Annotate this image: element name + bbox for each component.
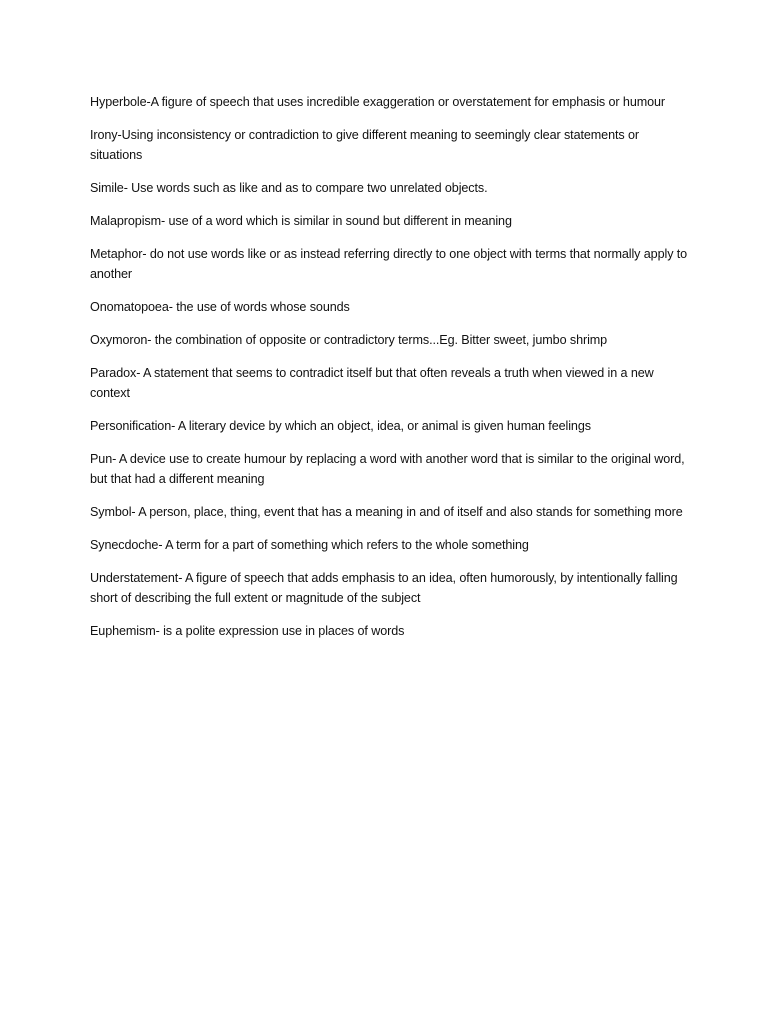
definition-pun: Pun- A device use to create humour by replacing a word with another word that is similar to the original word, but that had a different meaning bbox=[90, 452, 685, 486]
definition-personification: Personification- A literary device by which an object, idea, or animal is given human feelings bbox=[90, 419, 591, 433]
definition-malapropism: Malapropism- use of a word which is similar in sound but different in meaning bbox=[90, 214, 512, 228]
definition-euphemism: Euphemism- is a polite expression use in places of words bbox=[90, 624, 405, 638]
definition-symbol: Symbol- A person, place, thing, event that has a meaning in and of itself and also stands for something more bbox=[90, 505, 683, 519]
definitions-list bbox=[90, 92, 688, 654]
definition-hyperbole: Hyperbole-A figure of speech that uses incredible exaggeration or overstatement for emphasis or humour bbox=[90, 95, 666, 109]
definition-oxymoron: Oxymoron- the combination of opposite or contradictory terms...Eg. Bitter sweet, jumbo shrimp bbox=[90, 333, 608, 347]
definition-synecdoche: Synecdoche- A term for a part of something which refers to the whole something bbox=[90, 538, 529, 552]
definition-paradox: Paradox- A statement that seems to contradict itself but that often reveals a truth when viewed in a new context bbox=[90, 366, 654, 400]
definition-onomatopoea: Onomatopoea- the use of words whose sounds bbox=[90, 300, 350, 314]
definition-simile: Simile- Use words such as like and as to compare two unrelated objects. bbox=[90, 181, 488, 195]
definition-irony: Irony-Using inconsistency or contradiction to give different meaning to seemingly clear statements or situations bbox=[90, 128, 639, 162]
definition-understatement: Understatement- A figure of speech that adds emphasis to an idea, often humorously, by intentionally falling short of describing the full extent or magnitude of the subject bbox=[90, 571, 678, 605]
definition-metaphor: Metaphor- do not use words like or as instead referring directly to one object with terms that normally apply to another bbox=[90, 247, 688, 281]
